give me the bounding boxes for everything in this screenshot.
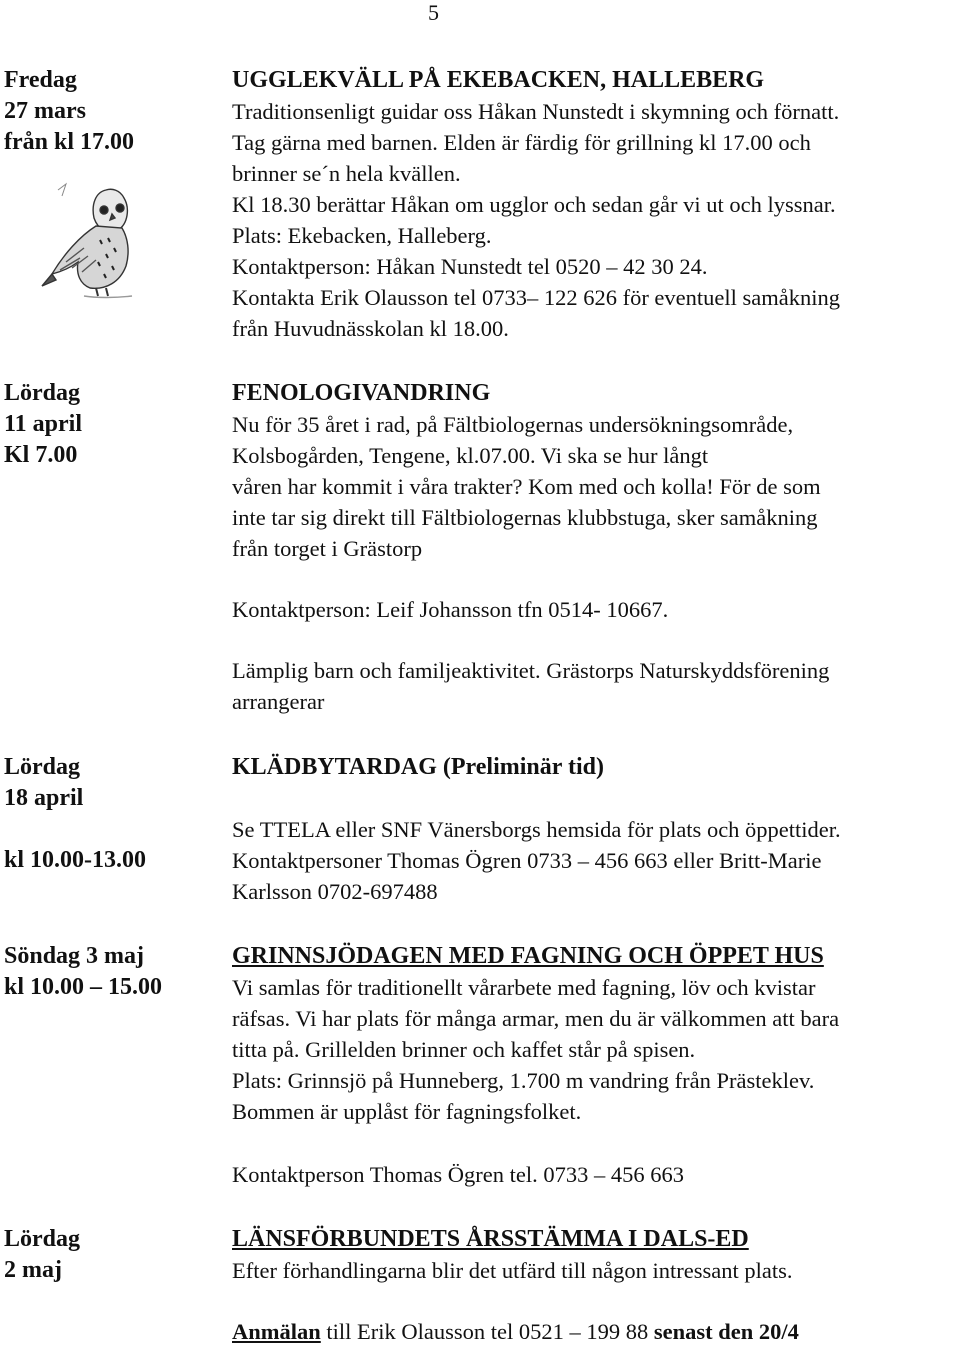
body-line: Kontakta Erik Olausson tel 0733– 122 626 för eventuell samåkning: [232, 285, 841, 310]
body-line: Karlsson 0702-697488: [232, 879, 438, 904]
event-4-body: [232, 941, 960, 1127]
signup-middle: till Erik Olausson tel 0521 – 199 88: [320, 1319, 654, 1344]
event-2-body: [232, 378, 960, 564]
event-2-contact: [232, 594, 960, 625]
event-2-note: [232, 655, 960, 717]
body-line: från torget i Grästorp: [232, 536, 423, 561]
date-line: Söndag 3 maj: [4, 943, 145, 969]
event-title: KLÄDBYTARDAG (Preliminär tid): [232, 754, 604, 780]
date-line: kl 10.00-13.00: [4, 847, 147, 873]
event-3-date: [4, 752, 83, 814]
body-line: räfsas. Vi har plats för många armar, men du är välkommen att bara: [232, 1006, 840, 1031]
body-line: Plats: Grinnsjö på Hunneberg, 1.700 m vandring från Prästeklev.: [232, 1068, 815, 1093]
body-line: Kontaktpersoner Thomas Ögren 0733 – 456 663 eller Britt-Marie: [232, 848, 822, 873]
body-line: inte tar sig direkt till Fältbiologernas klubbstuga, sker samåkning: [232, 505, 818, 530]
event-1-body: [232, 65, 960, 344]
body-line: Bommen är upplåst för fagningsfolket.: [232, 1099, 582, 1124]
event-1-date: [4, 65, 134, 158]
signup-lead: Anmälan: [232, 1319, 321, 1344]
body-line: våren har kommit i våra trakter? Kom med och kolla! För de som: [232, 474, 821, 499]
signup-deadline: senast den 20/4: [653, 1319, 799, 1344]
body-line: Kontaktperson: Håkan Nunstedt tel 0520 – 42 30 24.: [232, 254, 708, 279]
event-title: GRINNSJÖDAGEN MED FAGNING OCH ÖPPET HUS: [232, 943, 824, 969]
event-5-signup: [232, 1316, 960, 1347]
body-line: Plats: Ekebacken, Halleberg.: [232, 223, 492, 248]
event-3-body-text: [232, 814, 960, 907]
body-line: Efter förhandlingarna blir det utfärd till någon intressant plats.: [232, 1258, 793, 1283]
body-line: Tag gärna med barnen. Elden är färdig för grillning kl 17.00 och: [232, 130, 811, 155]
page-number: 5: [428, 0, 439, 25]
event-2-date: [4, 378, 82, 471]
body-line: Kl 18.30 berättar Håkan om ugglor och sedan går vi ut och lyssnar.: [232, 192, 836, 217]
date-line: 2 maj: [4, 1257, 62, 1283]
date-line: Kl 7.00: [4, 442, 78, 468]
date-line: 18 april: [4, 785, 84, 811]
body-line: från Huvudnässkolan kl 18.00.: [232, 316, 509, 341]
body-line: Nu för 35 året i rad, på Fältbiologernas undersökningsområde,: [232, 412, 794, 437]
owl-illustration-icon: [36, 178, 156, 308]
contact-line: Kontaktperson Thomas Ögren tel. 0733 – 456 663: [232, 1162, 685, 1187]
body-line: titta på. Grillelden brinner och kaffet står på spisen.: [232, 1037, 696, 1062]
body-line: brinner se´n hela kvällen.: [232, 161, 461, 186]
event-3-time: [4, 845, 146, 876]
body-line: Traditionsenligt guidar oss Håkan Nunstedt i skymning och förnatt.: [232, 99, 840, 124]
note-line: Lämplig barn och familjeaktivitet. Grästorps Naturskyddsförening: [232, 658, 830, 683]
body-line: Se TTELA eller SNF Vänersborgs hemsida för plats och öppettider.: [232, 817, 841, 842]
event-5-body: [232, 1224, 960, 1286]
body-line: Vi samlas för traditionellt vårarbete med fagning, löv och kvistar: [232, 975, 816, 1000]
note-line: arrangerar: [232, 689, 325, 714]
body-line: Kolsbogården, Tengene, kl.07.00. Vi ska se hur långt: [232, 443, 709, 468]
date-line: Lördag: [4, 380, 81, 406]
event-4-contact: [232, 1159, 960, 1190]
event-title: UGGLEKVÄLL PÅ EKEBACKEN, HALLEBERG: [232, 67, 765, 93]
date-line: 27 mars: [4, 98, 86, 124]
event-5-date: [4, 1224, 80, 1286]
date-line: 11 april: [4, 411, 83, 437]
date-line: från kl 17.00: [4, 129, 135, 155]
date-line: Lördag: [4, 754, 81, 780]
event-4-date: [4, 941, 162, 1003]
contact-line: Kontaktperson: Leif Johansson tfn 0514- 10667.: [232, 597, 669, 622]
event-3-body: [232, 752, 960, 783]
event-title: LÄNSFÖRBUNDETS ÅRSSTÄMMA I DALS-ED: [232, 1226, 749, 1252]
date-line: kl 10.00 – 15.00: [4, 974, 163, 1000]
date-line: Fredag: [4, 67, 77, 93]
event-title: FENOLOGIVANDRING: [232, 380, 491, 406]
date-line: Lördag: [4, 1226, 81, 1252]
